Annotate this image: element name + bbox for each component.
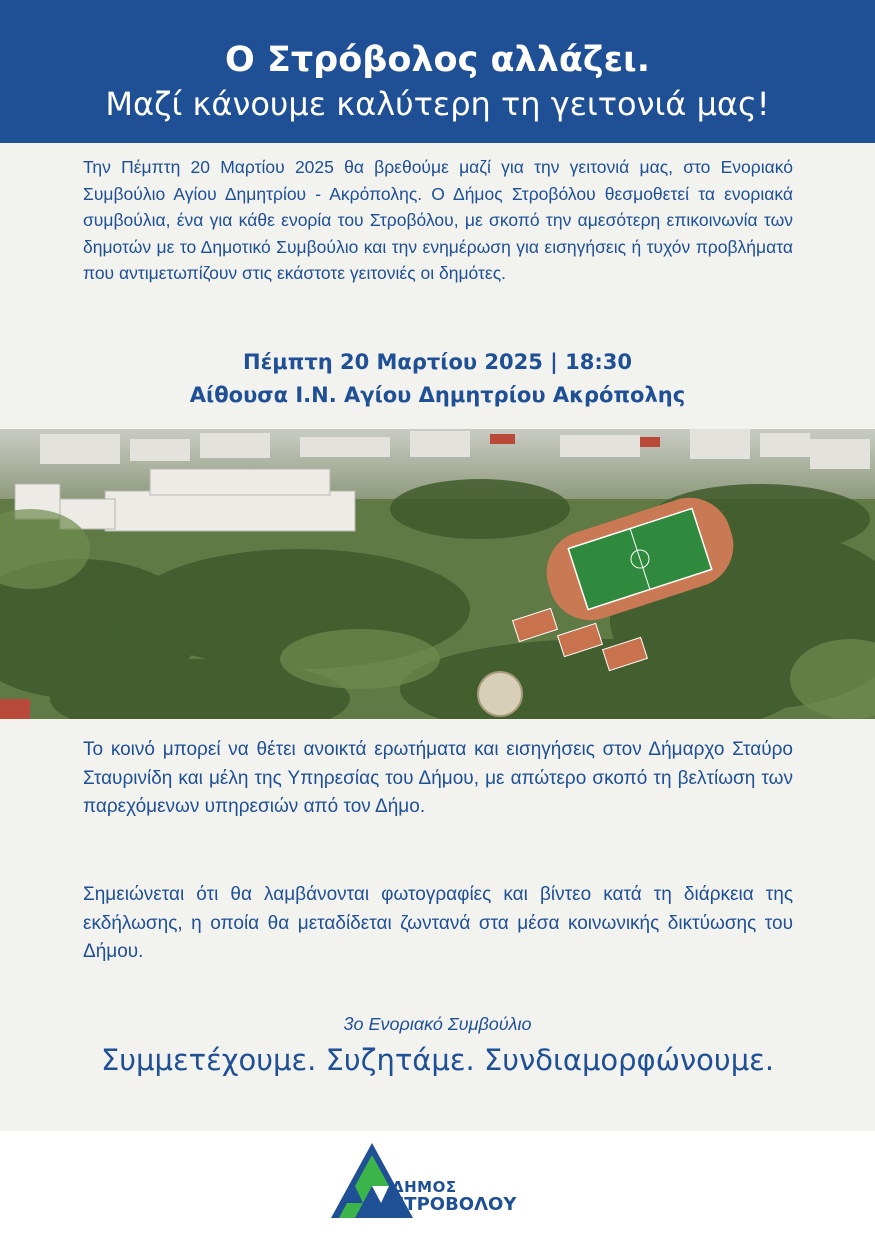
- public-questions-paragraph: Το κοινό μπορεί να θέτει ανοικτά ερωτήματα και εισηγήσεις στον Δήμαρχο Σταύρο Σταυρινίδη και μέλη της Υπηρεσίας του Δήμου, με απώτερο σκοπό τη βελτίωση των παρεχόμενων υπηρεσιών από τον Δήμο.: [83, 739, 793, 817]
- logo-line2: ΣΤΡΟΒΟΛΟΥ: [392, 1194, 517, 1215]
- event-venue: Αίθουσα Ι.Ν. Αγίου Δημητρίου Ακρόπολης: [189, 383, 686, 407]
- intro-paragraph: Την Πέμπτη 20 Μαρτίου 2025 θα βρεθούμε μαζί για την γειτονιά μας, στο Ενοριακό Συμβούλιο Αγίου Δημητρίου - Ακρόπολης. Ο Δήμος Στροβόλου θεσμοθετεί τα ενοριακά συμβούλια, ένα για κάθε ενορία του Στροβόλου, με σκοπό την αμεσότερη επικοινωνία των δημοτών με το Δημοτικό Συμβούλιο και την ενημέρωση για εισηγήσεις ή τυχόν προβλήματα που αντιμετωπίζουν στις εκάστοτε γειτονιές οι δημότες.: [83, 157, 793, 283]
- council-label: 3ο Ενοριακό Συμβούλιο: [343, 1014, 532, 1034]
- media-notice-paragraph: Σημειώνεται ότι θα λαμβάνονται φωτογραφίες και βίντεο κατά τη διάρκεια της εκδήλωσης, η οποία θα μεταδίδεται ζωντανά στα μέσα κοινωνικής δικτύωσης του Δήμου.: [83, 884, 793, 962]
- logo-line1: ΔΗΜΟΣ: [392, 1178, 457, 1196]
- header-title-line2: Μαζί κάνουμε καλύτερη τη γειτονιά μας!: [105, 85, 770, 123]
- event-datetime: Πέμπτη 20 Μαρτίου 2025 | 18:30: [243, 350, 632, 374]
- header-title-line1: Ο Στρόβολος αλλάζει.: [225, 40, 650, 80]
- header-banner: [0, 0, 875, 143]
- aerial-photo: [0, 429, 875, 719]
- slogan: Συμμετέχουμε. Συζητάμε. Συνδιαμορφώνουμε.: [100, 1043, 775, 1077]
- logo-wordmark: [392, 1180, 516, 1215]
